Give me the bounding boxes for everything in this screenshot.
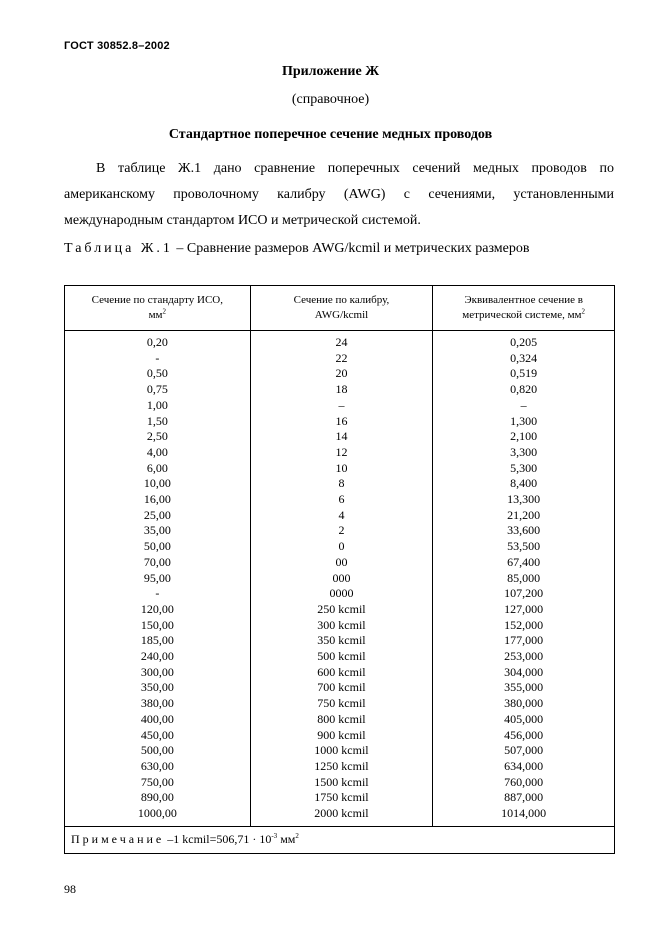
cell-awg: 350 kcmil: [250, 633, 433, 649]
cell-awg: –: [250, 398, 433, 414]
cell-awg: 1500 kcmil: [250, 775, 433, 791]
cell-metric: 13,300: [433, 492, 615, 508]
cell-iso: 380,00: [65, 696, 251, 712]
cell-iso: 120,00: [65, 602, 251, 618]
cell-awg: 10: [250, 461, 433, 477]
cell-iso: 630,00: [65, 759, 251, 775]
cell-iso: 240,00: [65, 649, 251, 665]
cell-metric: 405,000: [433, 712, 615, 728]
table-row: [65, 555, 615, 571]
cell-awg: 0: [250, 539, 433, 555]
cell-awg: 2000 kcmil: [250, 806, 433, 826]
cell-awg: 500 kcmil: [250, 649, 433, 665]
table-row: [65, 586, 615, 602]
cell-metric: 152,000: [433, 618, 615, 634]
table-row: [65, 602, 615, 618]
cell-iso: 150,00: [65, 618, 251, 634]
table-row: [65, 728, 615, 744]
cell-awg: 14: [250, 429, 433, 445]
cell-awg: 800 kcmil: [250, 712, 433, 728]
cell-iso: 70,00: [65, 555, 251, 571]
cell-iso: 0,50: [65, 366, 251, 382]
cell-metric: –: [433, 398, 615, 414]
table-row: [65, 366, 615, 382]
table-row: [65, 445, 615, 461]
cell-metric: 67,400: [433, 555, 615, 571]
cell-awg: 700 kcmil: [250, 680, 433, 696]
header-awg-section: Сечение по калибру, AWG/kcmil: [250, 286, 433, 331]
table-row: [65, 665, 615, 681]
cell-iso: 750,00: [65, 775, 251, 791]
cell-awg: 0000: [250, 586, 433, 602]
cell-awg: 2: [250, 523, 433, 539]
cell-awg: 1750 kcmil: [250, 790, 433, 806]
cell-awg: 16: [250, 414, 433, 430]
cell-metric: 456,000: [433, 728, 615, 744]
cell-metric: 21,200: [433, 508, 615, 524]
cell-iso: 25,00: [65, 508, 251, 524]
awg-comparison-table: [64, 285, 615, 854]
cell-iso: 890,00: [65, 790, 251, 806]
cell-awg: 750 kcmil: [250, 696, 433, 712]
table-row: [65, 743, 615, 759]
cell-iso: 350,00: [65, 680, 251, 696]
table-row: [65, 775, 615, 791]
table-header-row: [65, 286, 615, 331]
cell-metric: 177,000: [433, 633, 615, 649]
cell-awg: 6: [250, 492, 433, 508]
cell-metric: 355,000: [433, 680, 615, 696]
cell-iso: -: [65, 351, 251, 367]
cell-awg: 000: [250, 571, 433, 587]
cell-iso: 35,00: [65, 523, 251, 539]
cell-metric: 33,600: [433, 523, 615, 539]
cell-metric: 0,324: [433, 351, 615, 367]
table-row: [65, 414, 615, 430]
cell-iso: 1,50: [65, 414, 251, 430]
table-row: [65, 429, 615, 445]
table-row: [65, 571, 615, 587]
section-title: Стандартное поперечное сечение медных проводов: [168, 127, 493, 142]
cell-metric: 253,000: [433, 649, 615, 665]
note-label: Примечание: [71, 831, 165, 846]
appendix-subtitle: (справочное): [291, 92, 370, 107]
cell-awg: 300 kcmil: [250, 618, 433, 634]
cell-awg: 600 kcmil: [250, 665, 433, 681]
table-row: [65, 476, 615, 492]
table-row: [65, 382, 615, 398]
cell-iso: 2,50: [65, 429, 251, 445]
cell-iso: 0,20: [65, 331, 251, 351]
table-caption: [64, 241, 530, 257]
cell-metric: 3,300: [433, 445, 615, 461]
table-row: [65, 539, 615, 555]
cell-iso: 50,00: [65, 539, 251, 555]
cell-iso: 400,00: [65, 712, 251, 728]
cell-awg: 4: [250, 508, 433, 524]
document-code: ГОСТ 30852.8–2002: [64, 40, 170, 52]
cell-metric: 8,400: [433, 476, 615, 492]
cell-metric: 127,000: [433, 602, 615, 618]
cell-iso: 300,00: [65, 665, 251, 681]
cell-iso: 16,00: [65, 492, 251, 508]
cell-iso: 10,00: [65, 476, 251, 492]
table-note-row: [65, 826, 615, 853]
cell-metric: 85,000: [433, 571, 615, 587]
cell-iso: 95,00: [65, 571, 251, 587]
table-row: [65, 618, 615, 634]
table-caption-text: – Сравнение размеров AWG/kcmil и метрических размеров: [172, 241, 530, 256]
table-row: [65, 461, 615, 477]
cell-metric: 634,000: [433, 759, 615, 775]
cell-metric: 887,000: [433, 790, 615, 806]
cell-awg: 250 kcmil: [250, 602, 433, 618]
cell-awg: 900 kcmil: [250, 728, 433, 744]
table-note: Примечание –1 kcmil=506,71 · $10^{-3}$ $мм^2$: [65, 826, 615, 853]
cell-awg: 1250 kcmil: [250, 759, 433, 775]
cell-metric: 2,100: [433, 429, 615, 445]
table-row: [65, 633, 615, 649]
cell-awg: 00: [250, 555, 433, 571]
appendix-title: Приложение Ж: [281, 64, 380, 79]
cell-metric: 1014,000: [433, 806, 615, 826]
table-row: [65, 759, 615, 775]
table-row: [65, 492, 615, 508]
table-caption-label: Таблица Ж.1: [64, 241, 173, 256]
cell-awg: 18: [250, 382, 433, 398]
cell-metric: 380,000: [433, 696, 615, 712]
table-row: [65, 351, 615, 367]
header-metric-equivalent: Эквивалентное сечение в метрической системе, $мм^2$: [433, 286, 615, 331]
table-row: [65, 790, 615, 806]
header-iso-section: Сечение по стандарту ИСО, $мм^2$: [65, 286, 251, 331]
cell-metric: 1,300: [433, 414, 615, 430]
cell-metric: 0,820: [433, 382, 615, 398]
table-row: [65, 508, 615, 524]
cell-metric: 5,300: [433, 461, 615, 477]
cell-metric: 0,519: [433, 366, 615, 382]
table-row: [65, 331, 615, 351]
cell-iso: -: [65, 586, 251, 602]
cell-metric: 507,000: [433, 743, 615, 759]
table-row: [65, 680, 615, 696]
cell-iso: 185,00: [65, 633, 251, 649]
cell-awg: 8: [250, 476, 433, 492]
cell-awg: 12: [250, 445, 433, 461]
cell-iso: 450,00: [65, 728, 251, 744]
cell-iso: 0,75: [65, 382, 251, 398]
table-row: [65, 398, 615, 414]
table-row: [65, 712, 615, 728]
table-body: [65, 331, 615, 827]
page-number: 98: [64, 882, 76, 896]
cell-iso: 1000,00: [65, 806, 251, 826]
cell-metric: 0,205: [433, 331, 615, 351]
cell-metric: 304,000: [433, 665, 615, 681]
cell-awg: 1000 kcmil: [250, 743, 433, 759]
cell-metric: 53,500: [433, 539, 615, 555]
cell-awg: 20: [250, 366, 433, 382]
cell-iso: 4,00: [65, 445, 251, 461]
table-row: [65, 806, 615, 826]
cell-awg: 22: [250, 351, 433, 367]
intro-paragraph: В таблице Ж.1 дано сравнение поперечных сечений медных проводов по американскому проволочному калибру (AWG) с сечениями, установленными международным стандартом ИСО и метрической системой.: [64, 161, 614, 228]
cell-metric: 760,000: [433, 775, 615, 791]
table-row: [65, 523, 615, 539]
cell-iso: 6,00: [65, 461, 251, 477]
table-row: [65, 696, 615, 712]
table-row: [65, 649, 615, 665]
cell-iso: 500,00: [65, 743, 251, 759]
cell-metric: 107,200: [433, 586, 615, 602]
cell-iso: 1,00: [65, 398, 251, 414]
cell-awg: 24: [250, 331, 433, 351]
